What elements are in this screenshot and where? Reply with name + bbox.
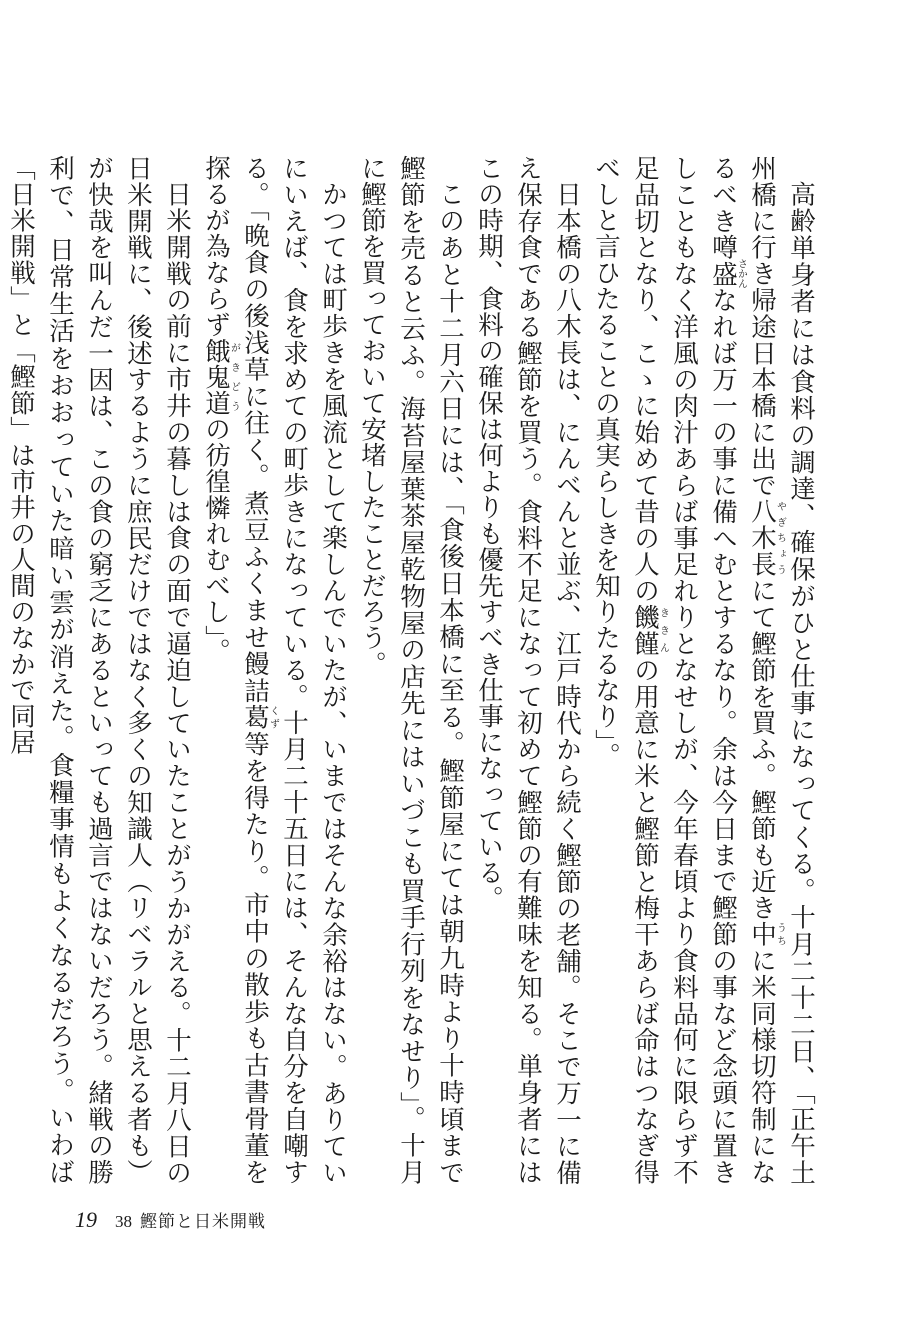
text-segment: に米同様切符制になるべき噂 [708,155,777,1185]
body-text [6,155,820,1186]
ruby-uchi [747,921,786,948]
series-number: 38 [115,1212,132,1231]
paragraph-3: このあと十二月六日には、「食後日本橋に至る。鰹節屋にては朝九時より十時頃まで鰹節を売ると云ふ。海苔屋葉茶屋乾物屋の店先にはいづこも買手行列をなせり」。十月に鰹節を買っておいて安堵したことだろう。 [357,155,465,1185]
ruby-base: 饑饉 [630,604,660,657]
ruby-kuzu [240,704,279,731]
ruby-reading: さかん [735,258,747,289]
ruby-reading: やぎちょう [774,498,786,578]
text-segment: なれば万一の事に備へむとするなり。余は今日まで鰹節の事など念頭に置きしこともなく洋風の肉汁あらば事足れりとなせしが、今年春頃より食料品何に限らず不足品切となり、こゝに始めて昔の人の [630,155,738,1185]
ruby-reading: ききん [657,604,669,657]
ruby-gakido [201,337,240,417]
ruby-sakan [708,258,747,289]
text-segment: の彷徨憐れむべし」。 [201,416,231,665]
ruby-base: 餓鬼道 [201,337,231,417]
text-segment: 等を得たり。市中の散歩も古書骨董を探るが為ならず [201,155,270,1185]
ruby-base: 八木長 [747,498,777,578]
paragraph-2: 日本橋の八木長は、にんべんと並ぶ、江戸時代から続く鰹節の老舗。そこで万一に備え保存食である鰹節を買う。食料不足になって初めて鰹節の有難味を知る。単身者にはこの時期、食料の確保は何よりも優先すべき仕事になっている。 [474,155,582,1185]
paragraph-1 [586,155,820,1185]
ruby-base: 中 [747,921,777,948]
ruby-kikin [630,604,669,657]
page-number: 19 [75,1207,97,1232]
text-segment: かつては町歩きを風流として楽しんでいたが、いまではそんな余裕はない。ありていにいえば、食を求めての町歩きになっている。十月二十五日には、そんな自分を自嘲する。「晩食の後浅草に往く。煮豆ふくませ饅詰 [240,155,348,1185]
text-segment: の用意に米と鰹節と梅干あらば命はつなぎ得べしと言ひたることの真実らしきを知りたるなり」。 [591,155,660,1186]
ruby-reading: がきどう [228,337,240,416]
text-segment: 高齢単身者には食料の調達、確保がひと仕事になってくる。十月二十二日、「正午土州橋に行き帰途日本橋に出で [747,155,816,1185]
paragraph-4 [196,155,352,1185]
ruby-reading: うち [774,921,786,948]
ruby-base: 葛 [240,704,270,731]
ruby-reading: くず [267,704,279,731]
paragraph-5: 日米開戦の前に市井の暮しは食の面で逼迫していたことがうかがえる。十二月八日の日米開戦に、後述するように庶民だけではなく多くの知識人（リベラルと思える者も）が快哉を叫んだ一因は、この食の窮乏にあるといっても過言ではないだろう。緒戦の勝利で、日常生活をおおっていた暗い雲が消えた。食糧事情もよくなるだろう。いわば「日米開戦」と「鰹節」は市井の人間のなかで同居 [6,155,192,1185]
ruby-yagicho [747,498,786,578]
chapter-title: 鰹節と日米開戦 [140,1212,266,1231]
text-segment: にて鰹節を買ふ。鰹節も近き [747,577,777,922]
ruby-base: 盛 [708,258,738,289]
page-footer [75,1207,266,1237]
